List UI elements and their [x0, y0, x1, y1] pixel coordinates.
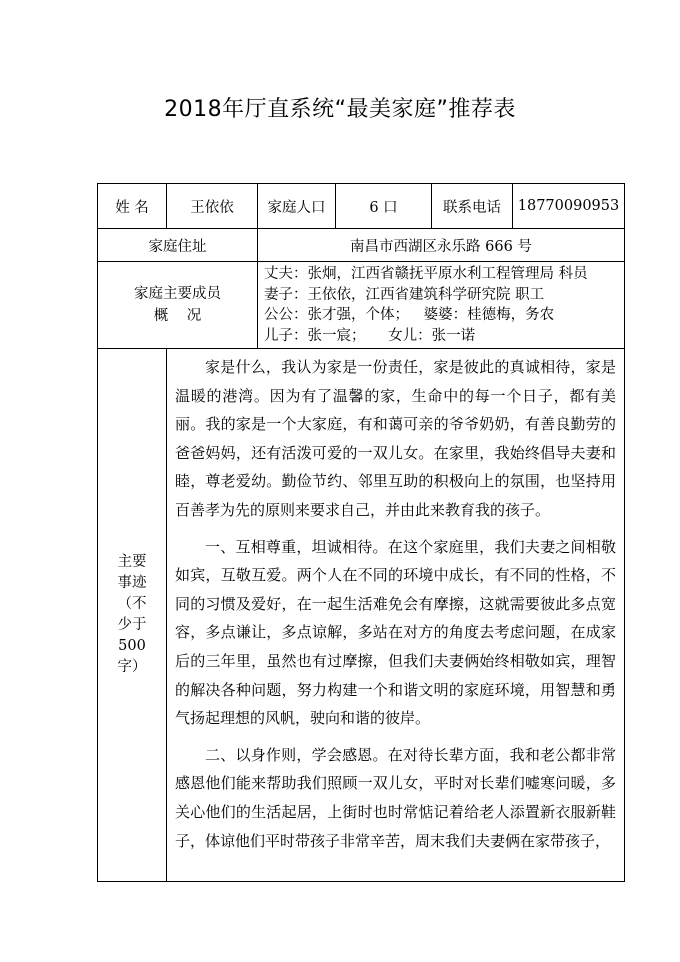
- deeds-text-body: [175, 353, 616, 873]
- member-line: 公公：张才强，个体； 婆婆：桂德梅，务农: [264, 307, 555, 323]
- deeds-paragraph: 二、以身作则，学会感恩。在对待长辈方面，我和老公都非常感恩他们能来帮助我们照顾一双儿女，平时对长辈们嘘寒问暖，多关心他们的生活起居，上街时也时常惦记着给老人添置新衣服新鞋子，体谅他们平时带孩子非常辛苦，周末我们夫妻俩在家带孩子，: [175, 745, 616, 850]
- members-row: [98, 262, 625, 349]
- name-value: 王依依: [167, 184, 258, 229]
- deeds-paragraph: 家是什么，我认为家是一份责任，家是彼此的真诚相待，家是温暖的港湾。因为有了温馨的家，生命中的每一个日子，都有美丽。我的家是一个大家庭，有和蔼可亲的爷爷奶奶，有善良勤劳的爸爸妈妈，还有活泼可爱的一双儿女。在家里，我始终倡导夫妻和睦，尊老爱幼。勤俭节约、邻里互助的积极向上的氛围，也坚持用百善孝为先的原则来要求自己，并由此来教育我的孩子。: [175, 358, 616, 519]
- member-line: 丈夫：张炯，江西省赣抚平原水利工程管理局 科员: [264, 266, 588, 282]
- deeds-label-line: （不: [117, 596, 147, 612]
- address-value: 南昌市西湖区永乐路 666 号: [258, 229, 625, 262]
- address-row: [98, 229, 625, 262]
- family-size-label: 家庭人口: [258, 184, 336, 229]
- member-line: 妻子：王依依，江西省建筑科学研究院 职工: [264, 286, 545, 303]
- name-label: 姓 名: [98, 184, 167, 229]
- page-title: 2018年厅直系统“最美家庭”推荐表: [164, 97, 516, 122]
- deeds-label-line: 字）: [117, 659, 147, 675]
- member-line: 儿子：张一宸； 女儿：张一诺: [264, 327, 476, 344]
- deeds-row: [98, 349, 625, 882]
- deeds-label-line: 少于: [117, 617, 147, 633]
- members-label-cell: [98, 262, 258, 349]
- recommendation-form-table: [97, 183, 625, 882]
- family-size-value: 6 口: [336, 184, 432, 229]
- address-label: 家庭住址: [98, 229, 258, 262]
- basic-info-row: [98, 184, 625, 229]
- deeds-label-cell: [98, 349, 167, 882]
- phone-value: 18770090953: [513, 184, 625, 229]
- deeds-label-line: 主要: [117, 554, 147, 570]
- members-label-line2: 概 况: [153, 308, 202, 324]
- members-list-cell: [258, 262, 625, 349]
- deeds-paragraph: 一、互相尊重，坦诚相待。在这个家庭里，我们夫妻之间相敬如宾，互敬互爱。两个人在不同的环境中成长，有不同的性格，不同的习惯及爱好，在一起生活难免会有摩擦，这就需要彼此多点宽容，多点谦让，多点谅解，多站在对方的角度去考虑问题，在成家后的三年里，虽然也有过摩擦，但我们夫妻俩始终相敬如宾，理智的解决各种问题，努力构建一个和谐文明的家庭环境，用智慧和勇气扬起理想的风帆，驶向和谐的彼岸。: [175, 537, 616, 728]
- deeds-text-cell: [167, 349, 625, 882]
- deeds-label-line: 事迹: [117, 575, 147, 591]
- members-label-line1: 家庭主要成员: [134, 286, 221, 302]
- phone-label: 联系电话: [432, 184, 513, 229]
- deeds-label-line: 500: [118, 638, 146, 654]
